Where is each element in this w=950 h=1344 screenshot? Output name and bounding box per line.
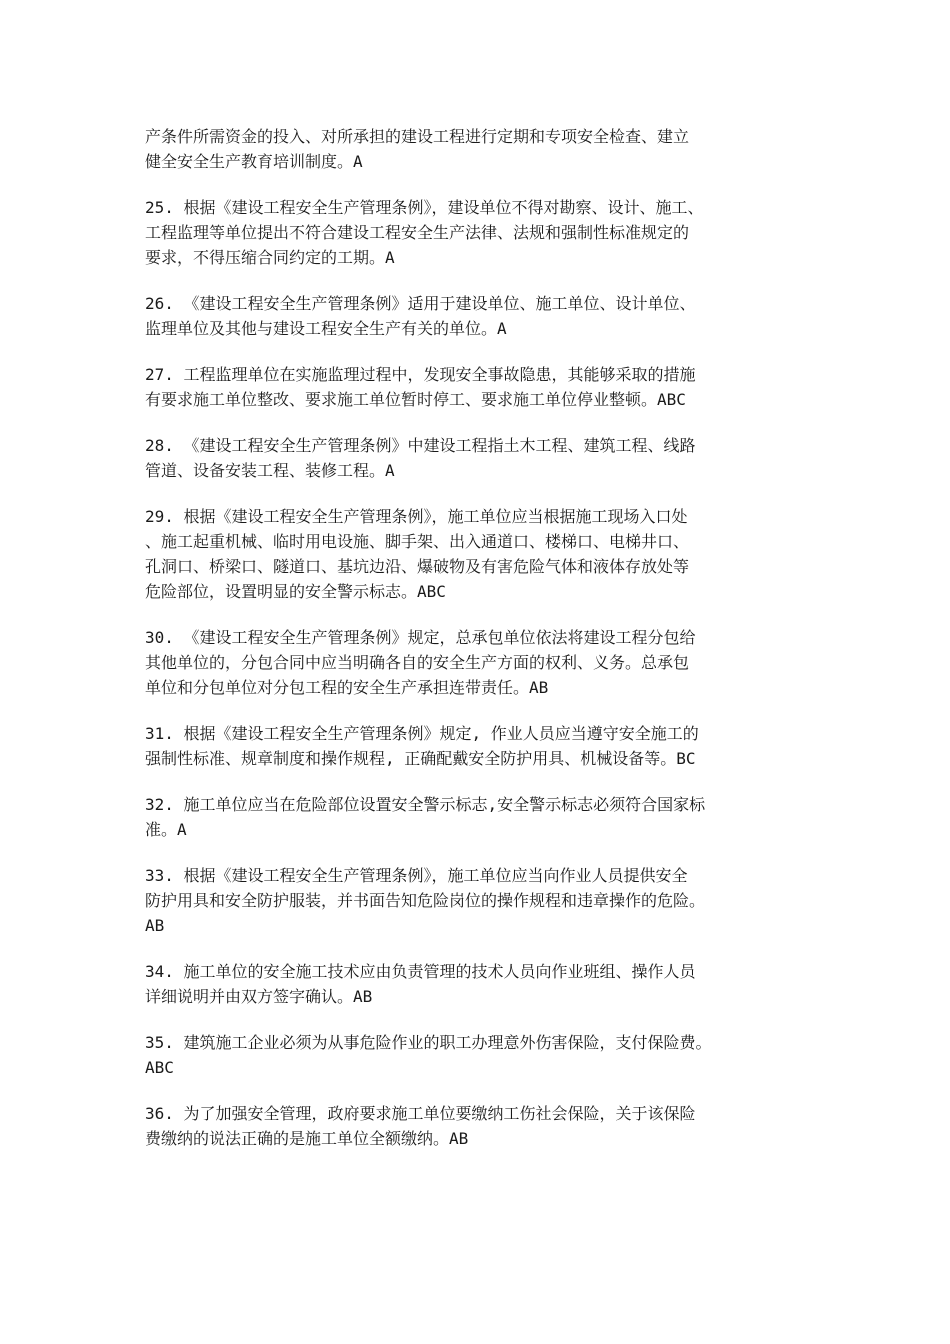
text-line: 防护用具和安全防护服装，并书面告知危险岗位的操作规程和违章操作的危险。 [145,891,706,910]
text-line: 强制性标准、规章制度和操作规程, 正确配戴安全防护用具、机械设备等。BC [145,749,696,768]
text-line: 健全安全生产教育培训制度。A [145,152,363,171]
text-line: 有要求施工单位整改、要求施工单位暂时停工、要求施工单位停业整顿。ABC [145,390,686,409]
text-line: 25. 根据《建设工程安全生产管理条例》，建设单位不得对勘察、设计、施工、 [145,198,704,217]
text-line: 35. 建筑施工企业必须为从事危险作业的职工办理意外伤害保险，支付保险费。 [145,1033,712,1052]
paragraph-continuation [145,124,805,174]
text-line: 工程监理等单位提出不符合建设工程安全生产法律、法规和强制性标准规定的 [145,223,690,242]
text-line: 27. 工程监理单位在实施监理过程中，发现安全事故隐患，其能够采取的措施 [145,365,696,384]
text-line: 30. 《建设工程安全生产管理条例》规定，总承包单位依法将建设工程分包给 [145,628,696,647]
text-line: 、施工起重机械、临时用电设施、脚手架、出入通道口、楼梯口、电梯井口、 [145,532,690,551]
text-line: 26. 《建设工程安全生产管理条例》适用于建设单位、施工单位、设计单位、 [145,294,696,313]
text-line: 32. 施工单位应当在危险部位设置安全警示标志,安全警示标志必须符合国家标 [145,795,706,814]
text-line: 单位和分包单位对分包工程的安全生产承担连带责任。AB [145,678,549,697]
question-27 [145,362,805,412]
text-line: 36. 为了加强安全管理，政府要求施工单位要缴纳工伤社会保险，关于该保险 [145,1104,696,1123]
question-31 [145,721,805,771]
question-29 [145,504,805,604]
text-line: 管道、设备安装工程、装修工程。A [145,461,395,480]
text-line: 要求，不得压缩合同约定的工期。A [145,248,395,267]
question-32 [145,792,805,842]
text-line: 费缴纳的说法正确的是施工单位全额缴纳。AB [145,1129,469,1148]
text-line: 详细说明并由双方签字确认。AB [145,987,373,1006]
text-line: 准。A [145,820,187,839]
question-26 [145,291,805,341]
question-25 [145,195,805,270]
text-line: 危险部位，设置明显的安全警示标志。ABC [145,582,446,601]
question-35 [145,1030,805,1080]
text-line: 29. 根据《建设工程安全生产管理条例》，施工单位应当根据施工现场入口处 [145,507,688,526]
text-line: 31. 根据《建设工程安全生产管理条例》规定, 作业人员应当遵守安全施工的 [145,724,699,743]
text-line: 产条件所需资金的投入、对所承担的建设工程进行定期和专项安全检查、建立 [145,127,690,146]
question-28 [145,433,805,483]
text-line: 监理单位及其他与建设工程安全生产有关的单位。A [145,319,507,338]
text-line: 其他单位的，分包合同中应当明确各自的安全生产方面的权利、义务。总承包 [145,653,690,672]
text-line: 孔洞口、桥梁口、隧道口、基坑边沿、爆破物及有害危险气体和液体存放处等 [145,557,690,576]
text-line: 28. 《建设工程安全生产管理条例》中建设工程指土木工程、建筑工程、线路 [145,436,696,455]
text-line: ABC [145,1058,174,1077]
document-body [145,124,805,1172]
question-34 [145,959,805,1009]
text-line: AB [145,916,165,935]
question-30 [145,625,805,700]
text-line: 34. 施工单位的安全施工技术应由负责管理的技术人员向作业班组、操作人员 [145,962,696,981]
text-line: 33. 根据《建设工程安全生产管理条例》，施工单位应当向作业人员提供安全 [145,866,688,885]
question-33 [145,863,805,938]
question-36 [145,1101,805,1151]
